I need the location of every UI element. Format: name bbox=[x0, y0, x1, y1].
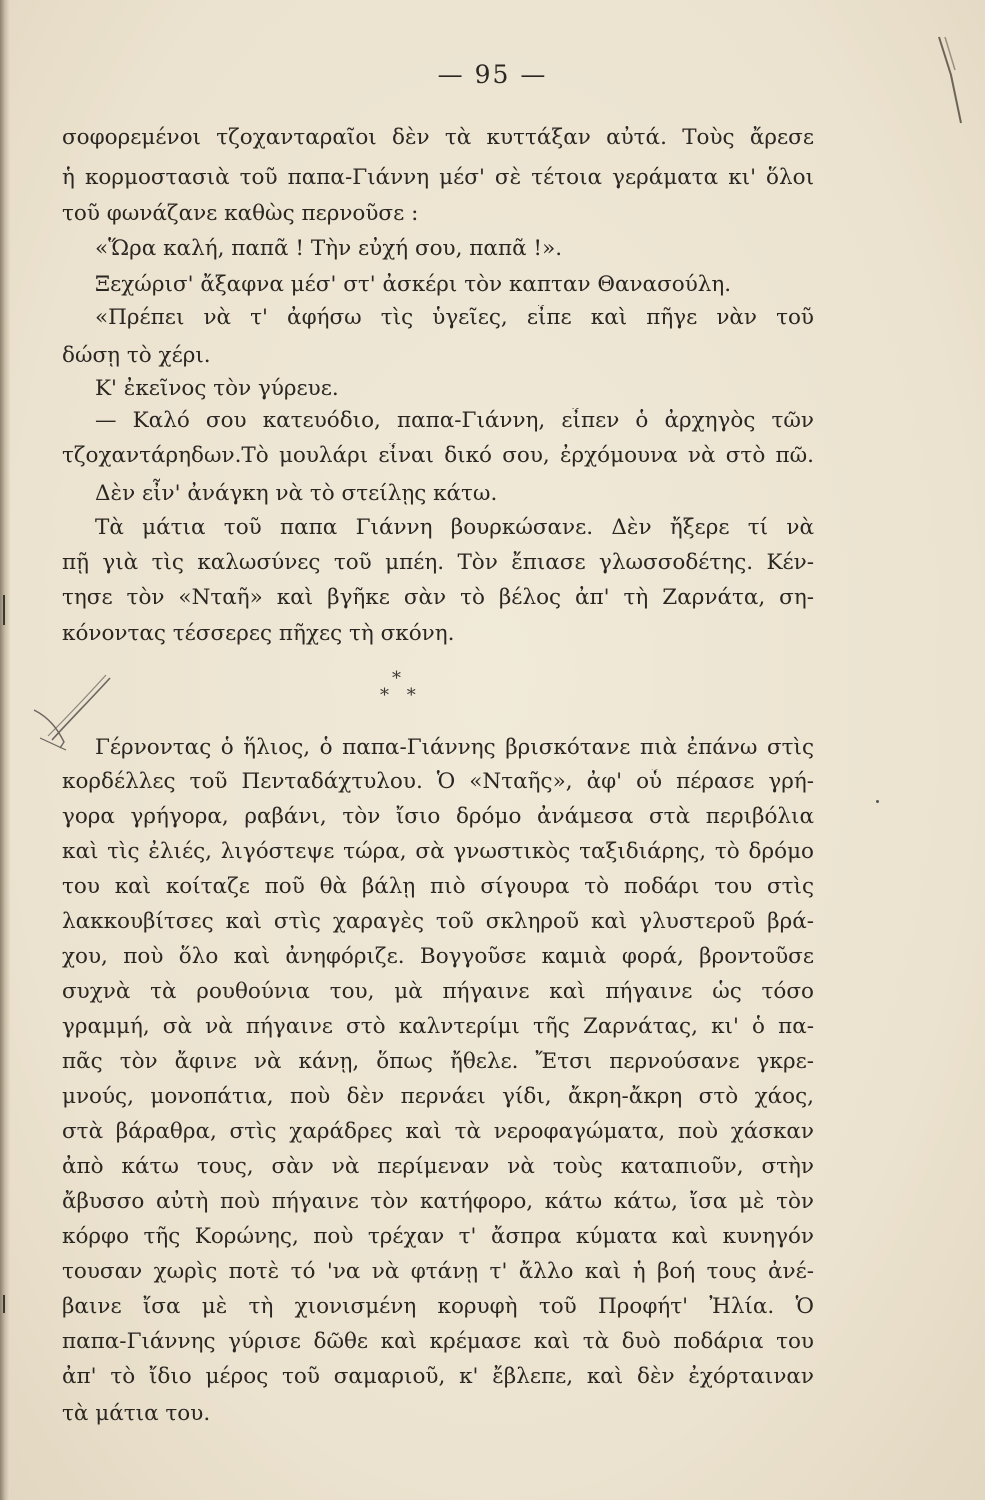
text-line: συχνὰ τὰ ρουθούνια του, μὰ πήγαινε καὶ πήγαινε ὡς τόσο bbox=[62, 979, 814, 1004]
text-line: τουσαν χωρὶς ποτὲ τό 'να νὰ φτάνῃ τ' ἄλλο καὶ ἡ βοή τους ἀνέ- bbox=[62, 1259, 814, 1284]
text-line: σοφορεμένοι τζοχανταραῖοι δὲν τὰ κυττάξαν αὐτά. Τοὺς ἄρεσε bbox=[62, 125, 814, 150]
text-line: χου, ποὺ ὅλο καὶ ἀνηφόριζε. Βογγοῦσε καμιὰ φορά, βροντοῦσε bbox=[62, 944, 814, 969]
text-line: τζοχαντάρηδων.Τὸ μουλάρι εἶναι δικό σου, ἐρχόμουνα νὰ στὸ πῶ. bbox=[62, 443, 814, 468]
edge-ink-mark bbox=[3, 1295, 5, 1313]
text-line: ἀπ' τὸ ἴδιο μέρος τοῦ σαμαριοῦ, κ' ἔβλεπε, καὶ δὲν ἐχόρταιναν bbox=[62, 1364, 814, 1389]
text-line: ἄβυσσο αὐτὴ ποὺ πήγαινε τὸν κατήφορο, κάτω κάτω, ἴσα μὲ τὸν bbox=[62, 1189, 814, 1214]
text-line: Κ' ἐκεῖνος τὸν γύρευε. bbox=[95, 376, 339, 401]
text-line: πῇ γιὰ τὶς καλωσύνες τοῦ μπέη. Τὸν ἔπιασε γλωσσοδέτης. Κέν- bbox=[62, 550, 814, 575]
text-line: λακκουβίτσες καὶ στὶς χαραγὲς τοῦ σκληροῦ καὶ γλυστεροῦ βρά- bbox=[62, 909, 814, 934]
text-line: κορδέλλες τοῦ Πενταδάχτυλου. Ὁ «Νταῆς», ἀφ' οὗ πέρασε γρή- bbox=[62, 769, 814, 794]
text-line: βαινε ἴσα μὲ τὴ χιονισμένη κορυφὴ τοῦ Προφήτ' Ἠλία. Ὁ bbox=[62, 1294, 814, 1319]
text-line: στὰ βάραθρα, στὶς χαράδρες καὶ τὰ νεροφαγώματα, ποὺ χάσκαν bbox=[62, 1119, 814, 1144]
text-line: ἀπὸ κάτω τους, σὰν νὰ περίμεναν νὰ τοὺς καταπιοῦν, στὴν bbox=[62, 1154, 814, 1179]
text-line: μνούς, μονοπάτια, ποὺ δὲν περνάει γίδι, ἄκρη-ἄκρη στὸ χάος, bbox=[62, 1084, 814, 1109]
section-break-star: * bbox=[392, 668, 401, 689]
text-line: τὰ μάτια του. bbox=[62, 1401, 211, 1426]
text-line: κόρφο τῆς Κορώνης, ποὺ τρέχαν τ' ἄσπρα κύματα καὶ κυνηγόν bbox=[62, 1224, 814, 1249]
text-line: Γέρνοντας ὁ ἥλιος, ὁ παπα-Γιάννης βρισκότανε πιὰ ἐπάνω στὶς bbox=[95, 735, 814, 760]
section-break-stars: * * bbox=[380, 685, 422, 706]
page-number: — 95 — bbox=[437, 60, 548, 89]
page-left-edge bbox=[0, 0, 10, 1500]
text-line: καὶ τὶς ἐλιές, λιγόστεψε τώρα, σὰ γνωστικὸς ταξιδιάρης, τὸ δρόμο bbox=[62, 839, 814, 864]
text-line: — Καλό σου κατευόδιο, παπα-Γιάννη, εἶπεν ὁ ἀρχηγὸς τῶν bbox=[95, 408, 814, 433]
text-line: «Ὥρα καλή, παπᾶ ! Τὴν εὐχή σου, παπᾶ !». bbox=[95, 236, 563, 261]
margin-dot-mark bbox=[876, 800, 879, 803]
text-line: Τὰ μάτια τοῦ παπα Γιάννη βουρκώσανε. Δὲν ἤξερε τί νὰ bbox=[95, 515, 814, 540]
text-line: γορα γρήγορα, ραβάνι, τὸν ἴσιο δρόμο ἀνάμεσα στὰ περιβόλια bbox=[62, 804, 814, 829]
text-line: γραμμή, σὰ νὰ πήγαινε στὸ καλντερίμι τῆς Ζαρνάτας, κι' ὁ πα- bbox=[62, 1014, 814, 1039]
text-line: Δὲν εἶν' ἀνάγκη νὰ τὸ στείλῃς κάτω. bbox=[95, 481, 498, 506]
edge-ink-mark bbox=[3, 595, 5, 625]
text-line: τοῦ φωνάζανε καθὼς περνοῦσε : bbox=[62, 201, 419, 226]
text-line: Ξεχώρισ' ἄξαφνα μέσ' στ' ἀσκέρι τὸν καπταν Θανασούλη. bbox=[95, 272, 732, 297]
text-line: «Πρέπει νὰ τ' ἀφήσω τὶς ὑγεῖες, εἶπε καὶ πῆγε νὰν τοῦ bbox=[95, 305, 814, 330]
text-line: του καὶ κοίταζε ποῦ θὰ βάλῃ πιὸ σίγουρα τὸ ποδάρι του στὶς bbox=[62, 874, 814, 899]
text-line: κόνοντας τέσσερες πῆχες τὴ σκόνη. bbox=[62, 621, 455, 646]
text-line: τησε τὸν «Νταῆ» καὶ βγῆκε σὰν τὸ βέλος ἀπ' τὴ Ζαρνάτα, ση- bbox=[62, 585, 814, 610]
text-line: παπα-Γιάννης γύρισε δῶθε καὶ κρέμασε καὶ τὰ δυὸ ποδάρια του bbox=[62, 1329, 814, 1354]
text-line: δώσῃ τὸ χέρι. bbox=[62, 343, 211, 368]
text-line: πᾶς τὸν ἄφινε νὰ κάνῃ, ὅπως ἤθελε. Ἔτσι περνούσανε γκρε- bbox=[62, 1049, 814, 1074]
text-line: ἡ κορμοστασιὰ τοῦ παπα-Γιάννη μέσ' σὲ τέτοια γεράματα κι' ὅλοι bbox=[62, 165, 814, 190]
